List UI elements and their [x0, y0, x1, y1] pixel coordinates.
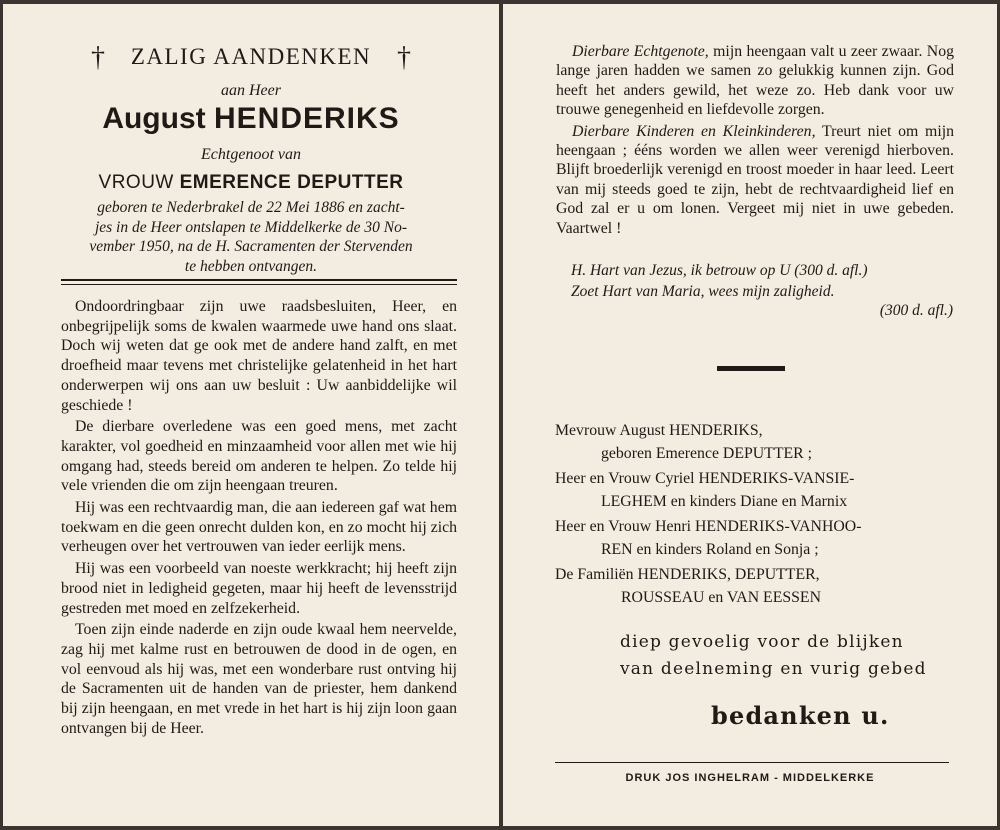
eulogy-paragraph: Hij was een voorbeeld van noeste werkkracht; hij heeft zijn brood niet in ledigheid gegeten, maar hij heeft de levensstrijd gestreden met moed en zelfzekerheid. [61, 560, 457, 617]
left-page [3, 4, 499, 826]
eulogy-text [61, 297, 457, 738]
prayer-line [571, 262, 867, 280]
birth-line: geboren te Nederbrakel de 22 Mei 1886 en zacht- [97, 199, 405, 216]
aan-heer: aan Heer [221, 82, 281, 99]
farewell-lead: Dierbare Kinderen en Kleinkinderen, [572, 122, 816, 140]
family-line: Heer en Vrouw Cyriel HENDERIKS-VANSIE- [555, 470, 855, 487]
eulogy-paragraph: Ondoordringbaar zijn uwe raadsbesluiten, Heer, en onbegrijpelijk soms de kwalen waarmede uwe hand ons slaat. Doch wij weten dat ge ook met de andere hand zalft, en met droefheid maar tevens met christelijke gelatenheid in het hart onderwerpen wij ons aan uw besluit : Uw aanbiddelijke wil geschiede ! [61, 298, 457, 414]
printer-credit: DRUK JOS INGHELRAM - MIDDELKERKE [625, 772, 875, 784]
family-line: ROUSSEAU en VAN EESSEN [621, 588, 821, 606]
farewell-paragraph [556, 42, 954, 120]
echtgenoot-label: Echtgenoot van [201, 146, 301, 163]
family-line: REN en kinders Roland en Sonja ; [601, 540, 819, 558]
cross-icon: † [397, 42, 411, 73]
thanks-heading: bedanken u. [711, 701, 890, 730]
deceased-name [3, 102, 499, 136]
spouse-line [3, 172, 499, 194]
family-list [555, 420, 955, 609]
eulogy-paragraph: Toen zijn einde naderde en zijn oude kwaal hem neervelde, zag hij met kalme rust en betrouwen de dood in de ogen, en vol eenvoud als hij was, met een wonderbare rust ontving hij de Sacramenten uit de handen van de priester, hem dankend bij zijn heengaan, en met vrede in het hart is hij zijn loon gaan ontvangen bij de Heer. [61, 621, 457, 737]
spouse-name: EMERENCE DEPUTTER [179, 172, 404, 193]
farewell-lead: Dierbare Echtgenote, [572, 43, 709, 60]
family-entry [555, 564, 955, 609]
family-line: geboren Emerence DEPUTTER ; [601, 444, 812, 462]
divider-rule [61, 279, 457, 285]
prayer-line: Zoet Hart van Maria, wees mijn zaligheid. [571, 283, 835, 300]
cross-icon: † [91, 42, 105, 73]
family-entry [555, 420, 955, 465]
birth-line: te hebben ontvangen. [184, 257, 318, 275]
family-line: Mevrouw August HENDERIKS, [555, 422, 763, 439]
family-entry [555, 468, 955, 513]
family-line: De Familiën HENDERIKS, DEPUTTER, [555, 566, 820, 583]
family-line: Heer en Vrouw Henri HENDERIKS-VANHOO- [555, 518, 862, 535]
farewell-text [556, 42, 954, 238]
card-title: ZALIG AANDENKEN [130, 44, 372, 69]
deceased-first-name: August [102, 102, 206, 135]
farewell-body: mijn heengaan valt u zeer zwaar. Nog lange jaren hadden we samen zo gelukkig kunnen zijn. God heeft het anders gewild, het weze zo. Heb dank voor uw trouwe genegenheid en liefdevolle zorgen. [556, 43, 955, 119]
family-entry [555, 516, 955, 561]
thanks-line: van deelneming en vurig gebed [620, 659, 927, 679]
birth-line: jes in de Heer ontslapen te Middelkerke de 30 No- [94, 218, 408, 236]
farewell-body: Treurt niet om mijn heengaan ; ééns worden we allen weer verenigd hierboven. Blijft broederlijk verenigd en troost moeder in haar leed. Leert van mij steeds goed te zijn, hebt de rechtvaardigheid lief en God zal er u om lonen. Vergeet mij niet in uwe gebeden. Vaartwel ! [556, 122, 954, 237]
farewell-paragraph [556, 122, 954, 238]
thanks-line: diep gevoelig voor de blijken [620, 632, 904, 652]
birth-line: vember 1950, na de H. Sacramenten der Stervenden [89, 238, 413, 255]
eulogy-paragraph: Hij was een rechtvaardig man, die aan iedereen gaf wat hem toekwam en die geen onrecht dulden kon, en zo mocht hij zich verheugen over het vertrouwen van ieder eerlijk mens. [61, 499, 457, 556]
indulgence: (300 d. afl.) [879, 302, 953, 319]
prayer-text: H. Hart van Jezus, ik betrouw op U [571, 262, 791, 279]
footer-rule [555, 762, 949, 763]
indulgence: (300 d. afl.) [794, 262, 868, 279]
deceased-last-name: HENDERIKS [213, 102, 400, 135]
birth-death-info [3, 198, 499, 276]
spouse-prefix: VROUW [98, 172, 174, 193]
eulogy-paragraph: De dierbare overledene was een goed mens, met zacht karakter, vol goedheid en minzaamheid voor allen met wie hij omgang had, steeds bereid om anderen te helpen. Zo telde hij vele vrienden die om zijn heengaan treuren. [61, 418, 457, 495]
family-line: LEGHEM en kinders Diane en Marnix [601, 492, 848, 510]
divider-bar [717, 366, 785, 371]
right-page [503, 4, 997, 826]
